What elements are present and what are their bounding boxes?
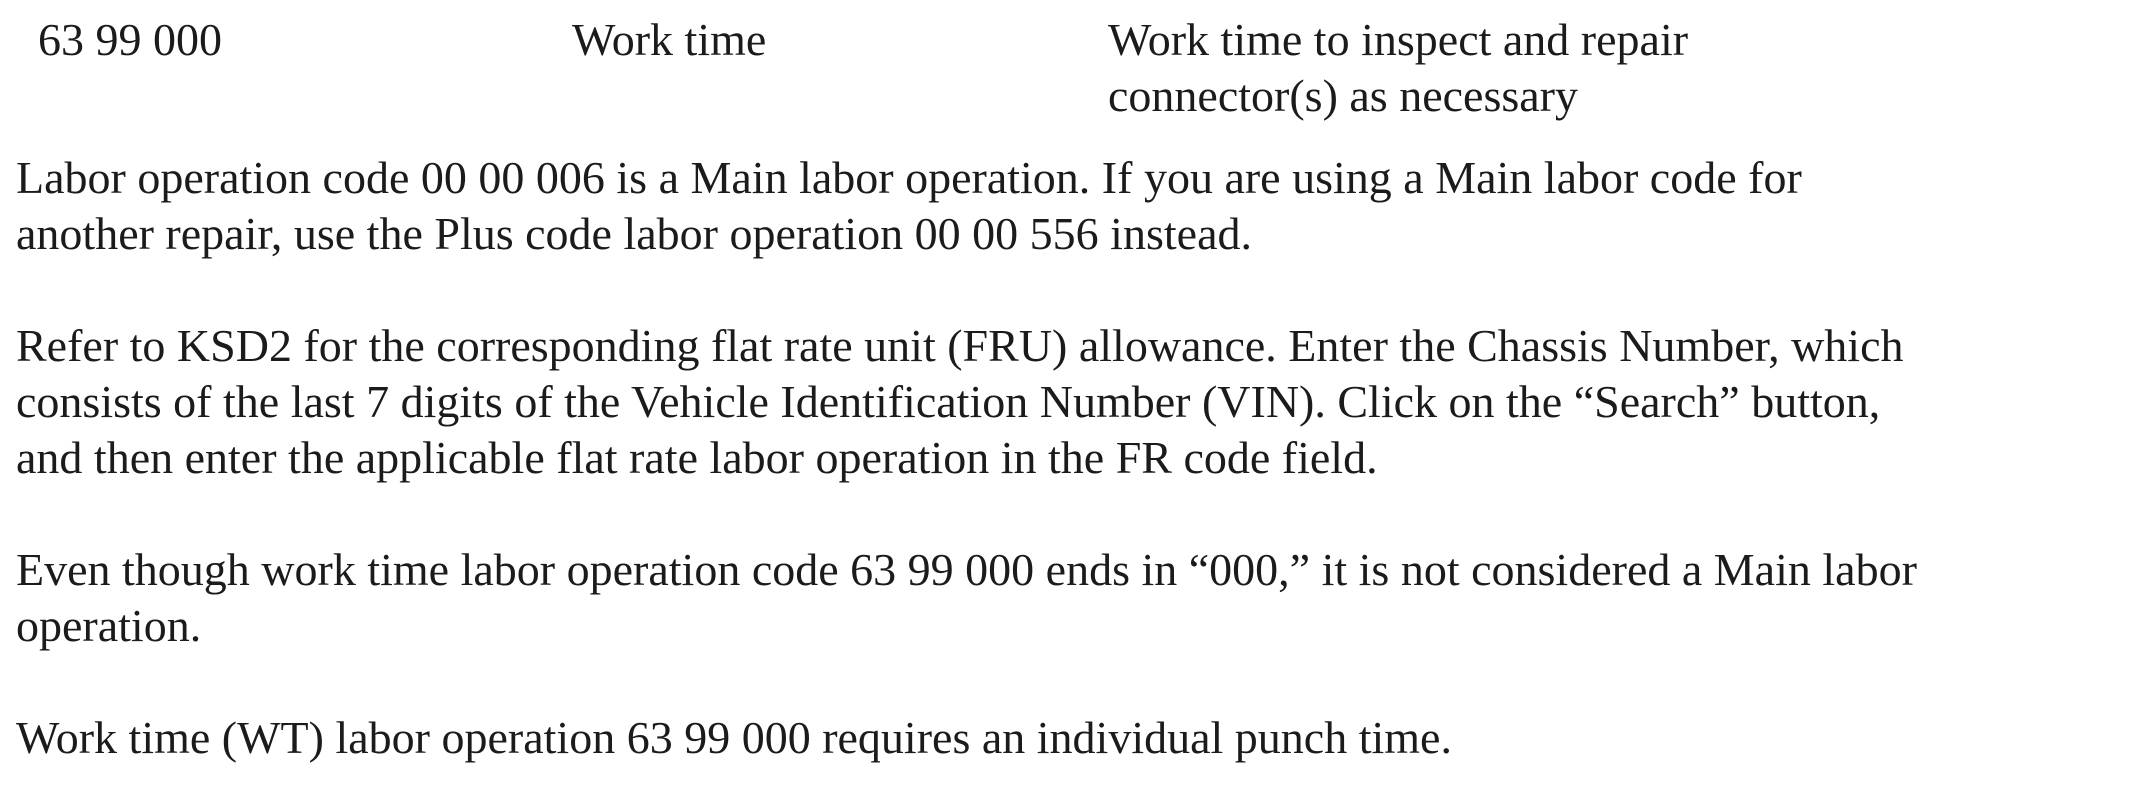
- labor-type: Work time: [572, 14, 767, 65]
- paragraph-line: Refer to KSD2 for the corresponding flat rate unit (FRU) allowance. Enter the Chassis Number, which: [16, 320, 1904, 371]
- labor-description-line: Work time to inspect and repair: [1108, 14, 1689, 65]
- paragraph-line: consists of the last 7 digits of the Vehicle Identification Number (VIN). Click on the “Search” button,: [16, 376, 1881, 427]
- paragraph-line: another repair, use the Plus code labor operation 00 00 556 instead.: [16, 208, 1252, 259]
- paragraph-line: Even though work time labor operation code 63 99 000 ends in “000,” it is not considered a Main labor: [16, 544, 1917, 595]
- work-time-note-paragraph: [16, 542, 2116, 654]
- labor-code: 63 99 000: [38, 14, 222, 65]
- punch-time-note-paragraph: [16, 710, 2116, 766]
- ksd2-instructions-paragraph: [16, 318, 2116, 486]
- labor-description: [1108, 12, 1688, 124]
- paragraph-line: Work time (WT) labor operation 63 99 000 requires an individual punch time.: [16, 712, 1452, 763]
- paragraph-line: and then enter the applicable flat rate labor operation in the FR code field.: [16, 432, 1378, 483]
- paragraph-line: operation.: [16, 600, 202, 651]
- labor-description-line: connector(s) as necessary: [1108, 70, 1578, 121]
- labor-code-row: [0, 12, 2129, 132]
- paragraph-line: Labor operation code 00 00 006 is a Main labor operation. If you are using a Main labor code for: [16, 152, 1802, 203]
- main-labor-note-paragraph: [16, 150, 2116, 262]
